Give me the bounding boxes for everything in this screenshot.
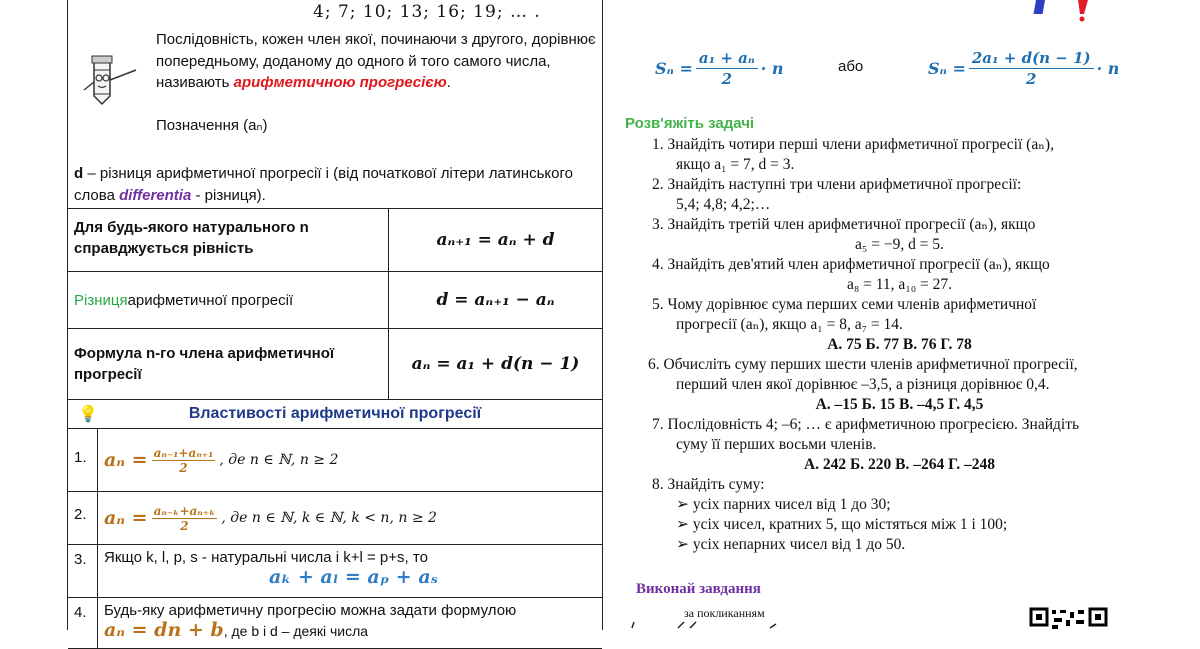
notation: Позначення (aₙ) — [156, 117, 268, 134]
decorative-flag-icon — [1030, 0, 1090, 22]
table-formula: aₙ = a₁ + d(n − 1) — [388, 329, 602, 399]
property-text: Якщо k, l, p, s - натуральні числа і k+l = p+s, то — [104, 549, 428, 566]
properties-title-text: Властивості арифметичної прогресії — [188, 405, 482, 422]
definition-text: Послідовність, кожен член якої, починаючи з другого, дорівнює попередньому, доданому до одного й того самого числа, називають — [156, 31, 596, 91]
property-tail: , де b і d – деякі числа — [223, 623, 369, 639]
property-fraction — [152, 446, 216, 475]
sum1-numerator: a₁ + aₙ — [696, 48, 758, 69]
property-number: 3. — [68, 545, 98, 597]
task-line: 6. Обчисліть суму перших шести членів арифметичної прогресії, — [648, 356, 1078, 373]
task-bullet: ➢ усіх парних чисел від 1 до 30; — [676, 496, 891, 513]
sum2-lhs: Sₙ = — [928, 58, 966, 78]
tasks-title: Розв'яжіть задачі — [625, 115, 755, 132]
sum2-tail: · n — [1096, 58, 1120, 78]
task-options: А. 242 Б. 220 В. –264 Г. –248 — [803, 456, 996, 473]
property-body — [98, 598, 602, 648]
fraction-denominator: 2 — [180, 518, 189, 533]
table-formula: d = aₙ₊₁ − aₙ — [388, 272, 602, 328]
property-row — [68, 429, 602, 492]
sum2-fraction — [969, 48, 1094, 89]
fraction-numerator: aₙ₋ₖ+aₙ₊ₖ — [153, 503, 216, 518]
sum-formulas — [655, 44, 1135, 92]
table-row — [68, 329, 602, 400]
sum1-lhs: Sₙ = — [655, 58, 693, 78]
theory-column — [67, 0, 603, 641]
table-row — [68, 209, 602, 272]
property-lhs: aₙ = — [104, 449, 148, 471]
sum1-tail: · n — [760, 58, 784, 78]
qr-code-icon[interactable] — [1030, 608, 1108, 630]
task-line: перший член якої дорівнює –3,5, а різниця дорівнює 0,4. — [676, 376, 1050, 393]
property-condition: , де n ∈ ℕ, n ≥ 2 — [219, 452, 339, 468]
task-line: суму її перших восьми членів. — [676, 436, 877, 453]
table-formula: aₙ₊₁ = aₙ + d — [388, 209, 602, 271]
table-label-rest: арифметичної прогресії — [127, 291, 294, 309]
task-bullet: ➢ усіх непарних чисел від 1 до 50. — [676, 536, 906, 553]
difference-note — [74, 163, 594, 207]
property-text: Будь-яку арифметичну прогресію можна задати формулою — [104, 602, 517, 619]
task-line: 8. Знайдіть суму: — [652, 476, 765, 493]
fraction-numerator: aₙ₋₁+aₙ₊₁ — [153, 445, 214, 460]
differentia-word: differentia — [119, 187, 192, 204]
d-symbol: d — [74, 165, 84, 182]
task-line: a₅ = −9, d = 5. — [855, 236, 944, 253]
lightbulb-icon: 💡 — [78, 406, 98, 423]
property-lhs: aₙ = — [104, 507, 148, 529]
example-sequence: 4; 7; 10; 13; 16; 19; … . — [313, 2, 541, 22]
task-line: 3. Знайдіть третій член арифметичної прогресії (aₙ), якщо — [652, 216, 1036, 233]
task-line: 4. Знайдіть дев'ятий член арифметичної прогресії (aₙ), якщо — [652, 256, 1050, 273]
property-number: 1. — [68, 429, 98, 491]
task-bullet: ➢ усіх чисел, кратних 5, що містяться між 1 і 100; — [676, 516, 1008, 533]
do-task-title: Виконай завдання — [636, 581, 761, 597]
task-line: 5,4; 4,8; 4,2;… — [676, 196, 771, 213]
link-note[interactable]: за покликанням — [684, 606, 765, 620]
property-formula: aₙ = dn + b — [104, 619, 224, 641]
property-body — [98, 545, 602, 597]
task-line: 5. Чому дорівнює сума перших семи членів арифметичної — [652, 296, 1037, 313]
sum2-denominator: 2 — [1026, 69, 1037, 88]
task-line: 2. Знайдіть наступні три члени арифметичної прогресії: — [652, 176, 1022, 193]
properties-title — [68, 400, 602, 429]
task-list — [648, 135, 1147, 555]
task-line: a₈ = 11, a₁₀ = 27. — [846, 276, 952, 293]
property-number: 4. — [68, 598, 98, 648]
sum2-numerator: 2a₁ + d(n − 1) — [969, 48, 1094, 69]
table-label: Для будь-якого натурального n справджується рівність — [74, 219, 309, 257]
task-line: 7. Послідовність 4; –6; … є арифметичною прогресією. Знайдіть — [652, 416, 1080, 433]
property-formula: aₖ + aₗ = aₚ + aₛ — [269, 566, 439, 588]
task-options: А. 75 Б. 77 В. 76 Г. 78 — [827, 336, 972, 353]
definition: Послідовність, кожен член якої, починаючи з другого, дорівнює попередньому, доданому до одного й того самого числа, називають арифметичною прогресією. — [156, 31, 596, 91]
property-condition: , де n ∈ ℕ, k ∈ ℕ, k < n, n ≥ 2 — [221, 510, 437, 526]
d-text: – різниця арифметичної прогресії і (від початкової літери латинського слова — [74, 165, 573, 204]
table-label — [68, 272, 388, 328]
task-line: якщо a₁ = 7, d = 3. — [676, 156, 795, 173]
property-body — [98, 492, 602, 544]
table-label-green: Різниця — [74, 291, 128, 309]
task-line: 1. Знайдіть чотири перші члени арифметичної прогресії (aₙ), — [652, 136, 1054, 153]
handwriting-decoration — [630, 620, 790, 630]
fraction-denominator: 2 — [179, 460, 188, 475]
task-options: А. –15 Б. 15 В. –4,5 Г. 4,5 — [815, 396, 984, 413]
or-word: або — [838, 58, 864, 75]
table-row — [68, 272, 602, 329]
task-line: прогресії (aₙ), якщо a₁ = 8, a₇ = 14. — [676, 316, 903, 333]
formula-table — [68, 208, 602, 649]
property-fraction — [152, 504, 218, 533]
sum1-denominator: 2 — [721, 69, 733, 88]
property-row — [68, 545, 602, 598]
teacher-pencil-icon — [80, 44, 140, 106]
table-label: Формула n-го члена арифметичної прогресії — [74, 345, 335, 383]
d-suffix: - різниця). — [191, 187, 266, 204]
property-number: 2. — [68, 492, 98, 544]
property-body — [98, 429, 602, 491]
definition-term: арифметичною прогресією — [233, 74, 447, 91]
property-row — [68, 492, 602, 545]
property-row — [68, 598, 602, 649]
sum1-fraction — [696, 48, 758, 89]
